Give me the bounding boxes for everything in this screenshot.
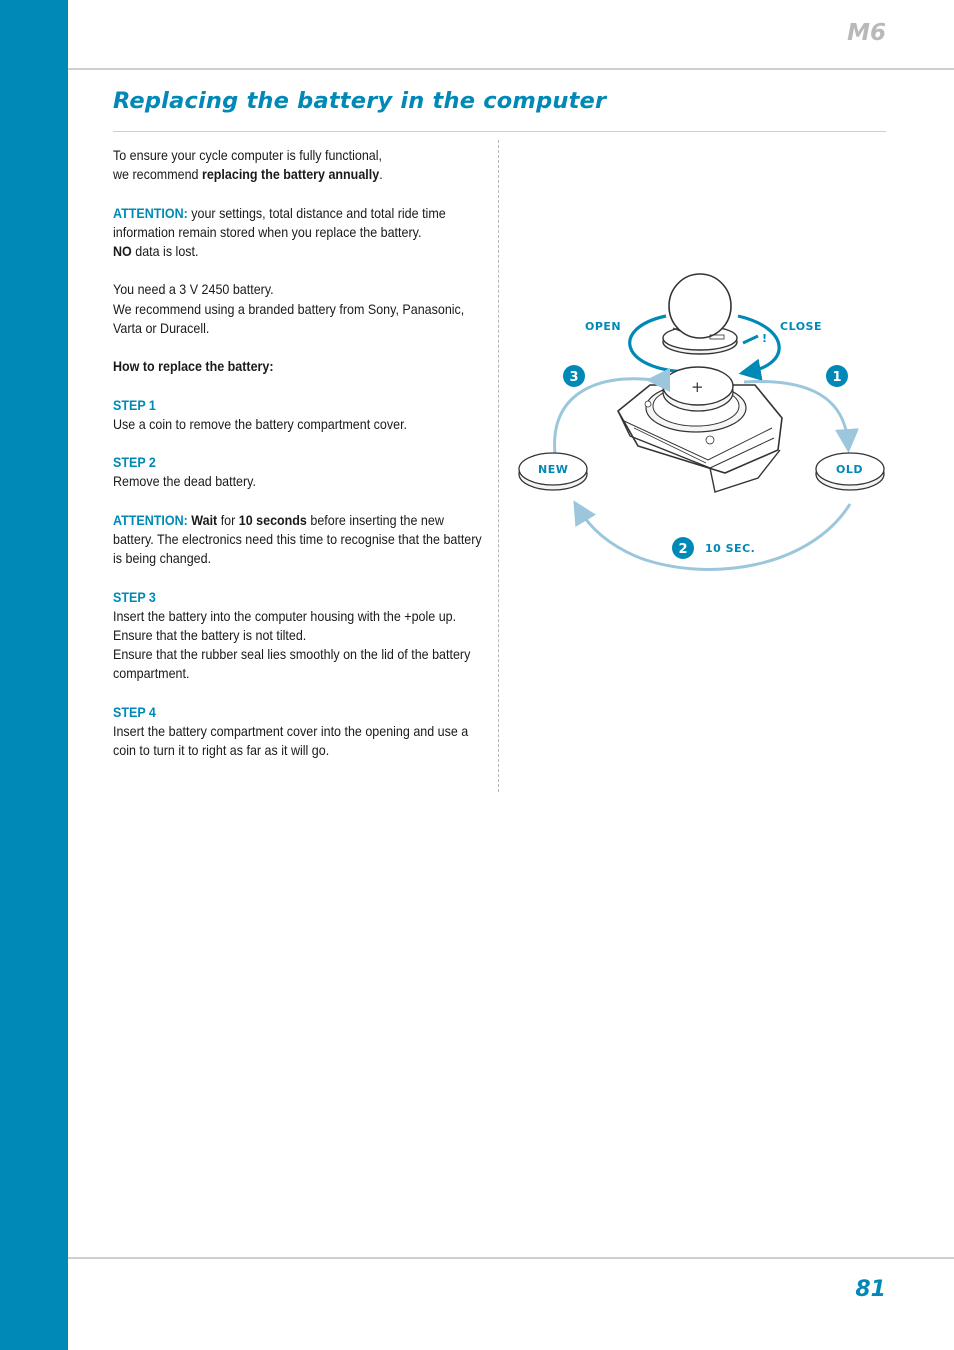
model-tag: M6: [847, 20, 886, 46]
attention-label: ATTENTION:: [113, 205, 188, 221]
battery-info: You need a 3 V 2450 battery. We recommend using a branded battery from Sony, Panasonic, Varta or Duracell.: [113, 282, 465, 336]
open-label: OPEN: [585, 320, 622, 333]
instructions-column: [113, 146, 483, 760]
step-3: STEP 3 Insert the battery into the computer housing with the +pole up. Ensure that the battery is not tilted. Ensure that the rubber seal lies smoothly on the lid of the battery compartment.: [113, 589, 471, 682]
step-badge-1: [826, 365, 848, 387]
step-badge-3: [563, 365, 585, 387]
page-number: 81: [855, 1277, 886, 1302]
title-rule: [113, 131, 886, 132]
wait-label: 10 SEC.: [705, 542, 756, 555]
step-2: STEP 2 Remove the dead battery.: [113, 455, 256, 490]
battery-cover-icon: [663, 274, 737, 354]
footer-rule: [68, 1257, 954, 1259]
svg-text:2: 2: [678, 542, 688, 557]
left-color-band: [0, 0, 68, 1350]
intro-paragraph: To ensure your cycle computer is fully functional, we recommend replacing the battery annually.: [113, 148, 383, 183]
new-battery-icon: [519, 453, 587, 490]
attention-note-data: ATTENTION: your settings, total distance and total ride time information remain stored when you replace the battery. NO data is lost.: [113, 205, 446, 259]
battery-coin-icon: [663, 367, 733, 411]
step-4: STEP 4 Insert the battery compartment cover into the opening and use a coin to turn it to right as far as it will go.: [113, 704, 469, 759]
warning-mark: !: [762, 332, 768, 345]
howto-heading: How to replace the battery:: [113, 359, 274, 375]
old-label: OLD: [836, 463, 863, 476]
plus-pole-mark: +: [691, 378, 704, 396]
header-rule: [68, 68, 954, 70]
new-label: NEW: [538, 463, 569, 476]
battery-replacement-diagram: [510, 268, 900, 588]
step-1: STEP 1 Use a coin to remove the battery compartment cover.: [113, 397, 408, 432]
column-divider: [498, 140, 499, 792]
svg-text:3: 3: [569, 370, 579, 385]
attention-note-wait: ATTENTION: Wait for 10 seconds before inserting the new battery. The electronics need this time to recognise that the battery is being changed.: [113, 512, 482, 567]
svg-text:1: 1: [832, 370, 842, 385]
page-title: Replacing the battery in the computer: [113, 88, 607, 114]
turn-indicator: [743, 336, 758, 343]
old-battery-icon: [816, 453, 884, 490]
close-label: CLOSE: [780, 320, 822, 333]
wait-arrow: [578, 504, 850, 569]
step-badge-2: [672, 537, 694, 559]
